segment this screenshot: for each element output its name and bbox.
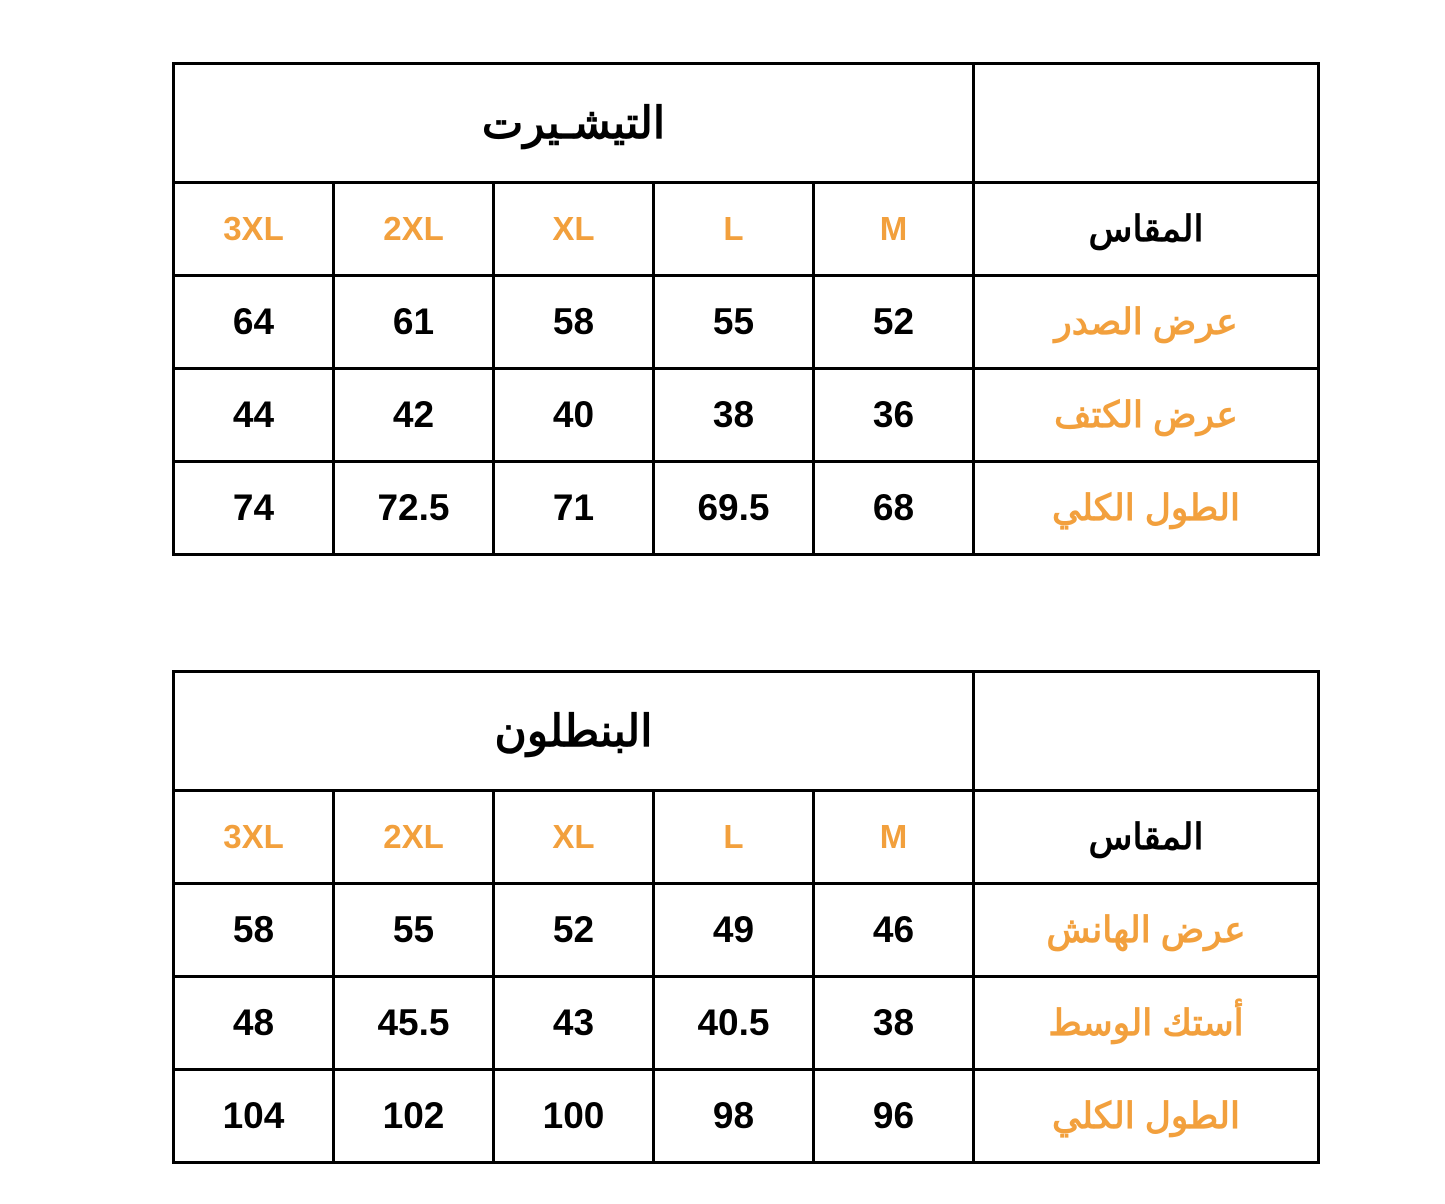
tshirt-row-label-shoulder xyxy=(974,369,1319,462)
cell-value: 43 xyxy=(552,1002,595,1043)
tshirt-shoulder-m xyxy=(814,369,974,462)
tshirt-header-size-l xyxy=(654,183,814,276)
pants-size-m-text: M xyxy=(879,818,908,855)
tshirt-shoulder-label-text: عرض الكتف xyxy=(1054,394,1238,435)
tshirt-shoulder-l xyxy=(654,369,814,462)
tshirt-size-m-text: M xyxy=(879,210,908,247)
tshirt-length-xl xyxy=(494,462,654,555)
pants-length-m xyxy=(814,1070,974,1163)
pants-size-table-container xyxy=(175,670,1320,1164)
cell-value: 36 xyxy=(872,394,915,435)
pants-header-size-xl xyxy=(494,791,654,884)
pants-size-2xl-text: 2XL xyxy=(383,818,444,855)
cell-value: 52 xyxy=(552,909,595,950)
tshirt-chest-m xyxy=(814,276,974,369)
tshirt-header-size-3xl xyxy=(173,183,333,276)
tshirt-size-3xl-text: 3XL xyxy=(223,210,284,247)
cell-value: 61 xyxy=(392,301,435,342)
pants-row-label-length xyxy=(974,1070,1319,1163)
pants-hip-3xl xyxy=(173,884,333,977)
pants-waist-xl xyxy=(494,977,654,1070)
pants-hip-label-text: عرض الهانش xyxy=(1046,909,1246,950)
pants-size-table xyxy=(172,670,1320,1164)
cell-value: 46 xyxy=(872,909,915,950)
cell-value: 71 xyxy=(552,487,595,528)
cell-value: 55 xyxy=(712,301,755,342)
table-row xyxy=(173,276,1318,369)
tshirt-size-table-container xyxy=(175,62,1320,556)
tshirt-length-3xl xyxy=(173,462,333,555)
tshirt-length-2xl xyxy=(334,462,494,555)
cell-value: 64 xyxy=(232,301,275,342)
tshirt-title: التيشـيرت xyxy=(173,64,973,183)
tshirt-header-size-2xl xyxy=(334,183,494,276)
pants-title-blank-cell xyxy=(974,672,1319,791)
table-row xyxy=(173,1070,1318,1163)
cell-value: 69.5 xyxy=(697,487,770,528)
table-row xyxy=(173,977,1318,1070)
tshirt-size-l-text: L xyxy=(723,210,744,247)
pants-title: البنطلون xyxy=(173,672,973,791)
cell-value: 96 xyxy=(872,1095,915,1136)
pants-row-label-hip xyxy=(974,884,1319,977)
pants-waist-l xyxy=(654,977,814,1070)
pants-header-size-label xyxy=(974,791,1319,884)
tshirt-size-xl-text: XL xyxy=(552,210,595,247)
cell-value: 74 xyxy=(232,487,275,528)
pants-header-size-3xl xyxy=(173,791,333,884)
tshirt-chest-xl xyxy=(494,276,654,369)
cell-value: 102 xyxy=(382,1095,445,1136)
tshirt-header-size-xl xyxy=(494,183,654,276)
pants-waist-3xl xyxy=(173,977,333,1070)
cell-value: 52 xyxy=(872,301,915,342)
cell-value: 40 xyxy=(552,394,595,435)
tshirt-chest-3xl xyxy=(173,276,333,369)
table-row xyxy=(173,369,1318,462)
tshirt-header-row xyxy=(173,183,1318,276)
pants-hip-m xyxy=(814,884,974,977)
pants-header-size-m xyxy=(814,791,974,884)
cell-value: 72.5 xyxy=(377,487,450,528)
cell-value: 48 xyxy=(232,1002,275,1043)
tshirt-chest-label-text: عرض الصدر xyxy=(1054,301,1238,342)
tshirt-size-table xyxy=(172,62,1320,556)
tshirt-shoulder-3xl xyxy=(173,369,333,462)
cell-value: 42 xyxy=(392,394,435,435)
tshirt-length-m xyxy=(814,462,974,555)
pants-size-xl-text: XL xyxy=(552,818,595,855)
cell-value: 98 xyxy=(712,1095,755,1136)
cell-value: 45.5 xyxy=(377,1002,450,1043)
pants-size-label-text: المقاس xyxy=(1088,816,1204,857)
pants-hip-2xl xyxy=(334,884,494,977)
table-row xyxy=(173,884,1318,977)
cell-value: 58 xyxy=(552,301,595,342)
tshirt-length-l xyxy=(654,462,814,555)
tshirt-chest-2xl xyxy=(334,276,494,369)
cell-value: 49 xyxy=(712,909,755,950)
pants-waist-2xl xyxy=(334,977,494,1070)
tshirt-chest-l xyxy=(654,276,814,369)
cell-value: 100 xyxy=(542,1095,605,1136)
tshirt-size-label-text: المقاس xyxy=(1088,208,1204,249)
cell-value: 40.5 xyxy=(697,1002,770,1043)
pants-header-size-l xyxy=(654,791,814,884)
pants-waist-label-text: أستك الوسط xyxy=(1048,1002,1244,1043)
tshirt-row-label-length xyxy=(974,462,1319,555)
cell-value: 38 xyxy=(712,394,755,435)
cell-value: 44 xyxy=(232,394,275,435)
tshirt-size-2xl-text: 2XL xyxy=(383,210,444,247)
tshirt-shoulder-2xl xyxy=(334,369,494,462)
cell-value: 68 xyxy=(872,487,915,528)
pants-hip-xl xyxy=(494,884,654,977)
tshirt-shoulder-xl xyxy=(494,369,654,462)
pants-hip-l xyxy=(654,884,814,977)
tshirt-header-size-m xyxy=(814,183,974,276)
tshirt-title-blank-cell xyxy=(974,64,1319,183)
pants-length-3xl xyxy=(173,1070,333,1163)
pants-length-l xyxy=(654,1070,814,1163)
tshirt-header-size-label xyxy=(974,183,1319,276)
pants-length-2xl xyxy=(334,1070,494,1163)
pants-header-row xyxy=(173,791,1318,884)
tshirt-title-row xyxy=(173,64,1318,183)
pants-waist-m xyxy=(814,977,974,1070)
cell-value: 55 xyxy=(392,909,435,950)
tshirt-row-label-chest xyxy=(974,276,1319,369)
tshirt-length-label-text: الطول الكلي xyxy=(1051,487,1241,528)
pants-title-row xyxy=(173,672,1318,791)
pants-length-xl xyxy=(494,1070,654,1163)
pants-length-label-text: الطول الكلي xyxy=(1051,1095,1241,1136)
table-row xyxy=(173,462,1318,555)
cell-value: 104 xyxy=(222,1095,285,1136)
pants-size-l-text: L xyxy=(723,818,744,855)
cell-value: 38 xyxy=(872,1002,915,1043)
cell-value: 58 xyxy=(232,909,275,950)
pants-header-size-2xl xyxy=(334,791,494,884)
pants-size-3xl-text: 3XL xyxy=(223,818,284,855)
pants-row-label-waist xyxy=(974,977,1319,1070)
